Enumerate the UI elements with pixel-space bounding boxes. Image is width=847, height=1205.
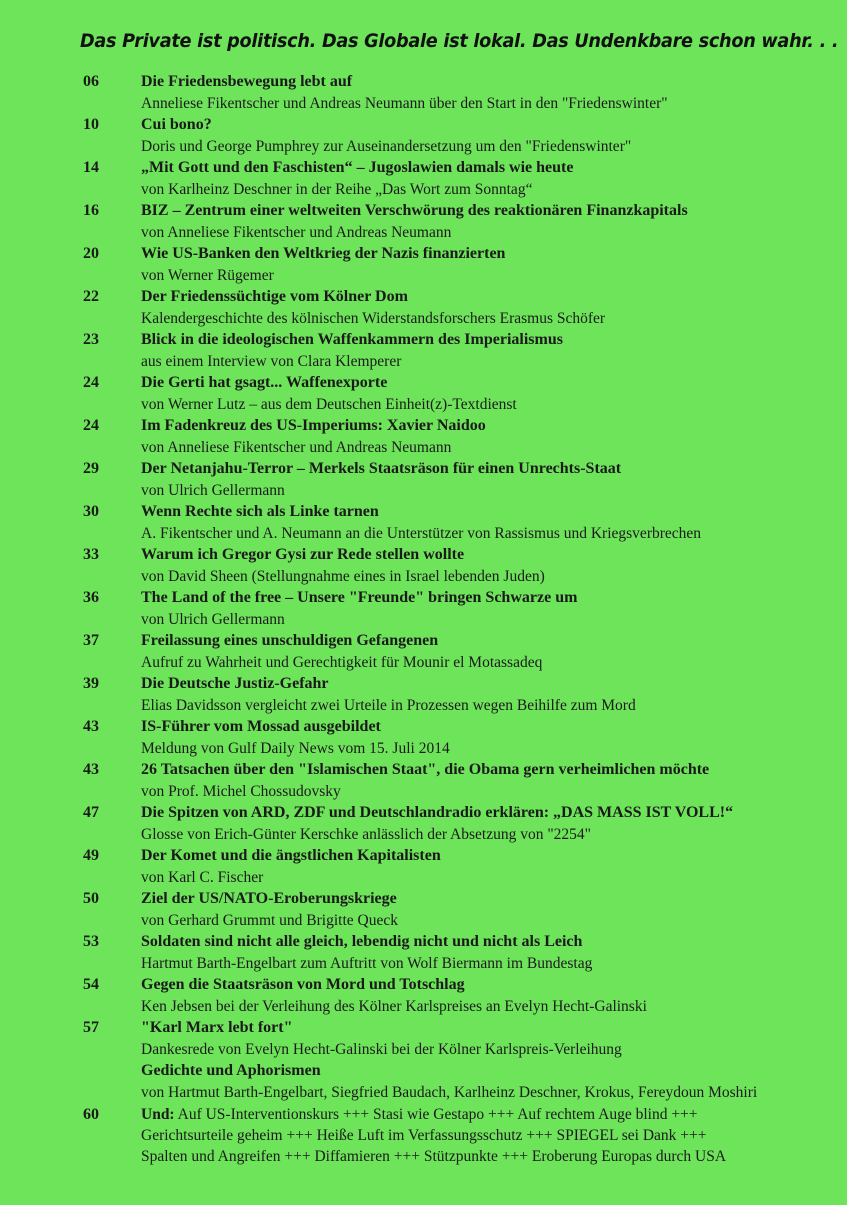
toc-article-title: Im Fadenkreuz des US-Imperiums: Xavier Naidoo (141, 417, 486, 434)
toc-article-subtitle: Anneliese Fikentscher und Andreas Neumann über den Start in den "Friedenswinter" (141, 95, 668, 112)
toc-article-title: Die Gerti hat gsagt... Waffenexporte (141, 374, 388, 391)
toc-entry (83, 931, 823, 974)
table-of-contents (83, 71, 823, 1167)
toc-entry (83, 630, 823, 673)
toc-article-subtitle: aus einem Interview von Clara Klemperer (141, 353, 402, 370)
toc-entry (83, 974, 823, 1017)
toc-article-subtitle: von Ulrich Gellermann (141, 611, 285, 628)
toc-article-title: Die Friedensbewegung lebt auf (141, 73, 353, 90)
toc-page-number: 16 (83, 202, 99, 219)
toc-page-number: 49 (83, 847, 99, 864)
toc-article-subtitle: Glosse von Erich-Günter Kerschke anlässlich der Absetzung von "2254" (141, 826, 591, 843)
toc-page-number: 29 (83, 460, 99, 477)
toc-article-title: Freilassung eines unschuldigen Gefangenen (141, 632, 439, 649)
toc-entry (83, 243, 823, 286)
toc-article-subtitle: von Karl C. Fischer (141, 869, 264, 886)
toc-article-title: Wie US-Banken den Weltkrieg der Nazis finanzierten (141, 245, 506, 262)
toc-article-subtitle: von Anneliese Fikentscher und Andreas Neumann (141, 439, 452, 456)
toc-article-subtitle: Doris und George Pumphrey zur Auseinandersetzung um den "Friedenswinter" (141, 138, 632, 155)
toc-entry (83, 329, 823, 372)
toc-entry (83, 458, 823, 501)
toc-entry (83, 888, 823, 931)
toc-page-number: 33 (83, 546, 99, 563)
toc-entry (83, 71, 823, 114)
toc-article-title: Der Komet und die ängstlichen Kapitalisten (141, 847, 441, 864)
toc-page-number: 24 (83, 374, 99, 391)
toc-article-title: "Karl Marx lebt fort" (141, 1019, 293, 1036)
toc-article-subtitle: von Werner Rügemer (141, 267, 274, 284)
page-headline: Das Private ist politisch. Das Globale ist lokal. Das Undenkbare schon wahr. . . (80, 30, 839, 52)
toc-page-number: 50 (83, 890, 99, 907)
toc-article-title: Gedichte und Aphorismen (141, 1062, 321, 1079)
toc-article-title: BIZ – Zentrum einer weltweiten Verschwörung des reaktionären Finanzkapitals (141, 202, 688, 219)
toc-entry (83, 372, 823, 415)
toc-page-number: 37 (83, 632, 99, 649)
toc-article-subtitle: von David Sheen (Stellungnahme eines in Israel lebenden Juden) (141, 568, 545, 585)
toc-entry (83, 845, 823, 888)
toc-entry (83, 501, 823, 544)
toc-entry-und (83, 1104, 823, 1167)
toc-page-number: 22 (83, 288, 99, 305)
toc-entry (83, 544, 823, 587)
toc-article-title: The Land of the free – Unsere "Freunde" bringen Schwarze um (141, 589, 578, 606)
toc-page-number: 53 (83, 933, 99, 950)
toc-article-subtitle: von Hartmut Barth-Engelbart, Siegfried Baudach, Karlheinz Deschner, Krokus, Fereydoun Moshiri (141, 1084, 758, 1101)
toc-article-subtitle: von Werner Lutz – aus dem Deutschen Einheit(z)-Textdienst (141, 396, 517, 413)
toc-entry (83, 286, 823, 329)
toc-article-subtitle: Meldung von Gulf Daily News vom 15. Juli 2014 (141, 740, 450, 757)
toc-page-number: 60 (83, 1106, 99, 1123)
toc-article-title: Die Spitzen von ARD, ZDF und Deutschlandradio erklären: „DAS MASS IST VOLL!“ (141, 804, 734, 821)
toc-page-number: 06 (83, 73, 99, 90)
toc-article-subtitle: Kalendergeschichte des kölnischen Widerstandsforschers Erasmus Schöfer (141, 310, 606, 327)
toc-article-subtitle: von Gerhard Grummt und Brigitte Queck (141, 912, 398, 929)
toc-entry (83, 415, 823, 458)
toc-article-title: Wenn Rechte sich als Linke tarnen (141, 503, 379, 520)
toc-page-number: 47 (83, 804, 99, 821)
toc-page-number: 39 (83, 675, 99, 692)
toc-page-number: 24 (83, 417, 99, 434)
toc-entry (83, 673, 823, 716)
toc-entry (83, 114, 823, 157)
toc-article-subtitle: Dankesrede von Evelyn Hecht-Galinski bei der Kölner Karlspreis-Verleihung (141, 1041, 622, 1058)
toc-article-title: Warum ich Gregor Gysi zur Rede stellen wollte (141, 546, 465, 563)
toc-page-number: 14 (83, 159, 99, 176)
toc-article-title: Ziel der US/NATO-Eroberungskriege (141, 890, 397, 907)
toc-article-title: Der Netanjahu-Terror – Merkels Staatsräson für einen Unrechts-Staat (141, 460, 622, 477)
toc-page-number: 43 (83, 761, 99, 778)
toc-article-subtitle: von Karlheinz Deschner in der Reihe „Das Wort zum Sonntag“ (141, 181, 533, 198)
und-label: Und: (141, 1106, 175, 1123)
toc-article-subtitle: von Ulrich Gellermann (141, 482, 285, 499)
toc-page-number: 57 (83, 1019, 99, 1036)
und-line-1-text: Auf US-Interventionskurs +++ Stasi wie Gestapo +++ Auf rechtem Auge blind +++ (174, 1106, 698, 1123)
toc-entry (83, 587, 823, 630)
toc-article-title: Blick in die ideologischen Waffenkammern des Imperialismus (141, 331, 563, 348)
toc-article-subtitle: Aufruf zu Wahrheit und Gerechtigkeit für Mounir el Motassadeq (141, 654, 543, 671)
toc-article-title: Die Deutsche Justiz-Gefahr (141, 675, 329, 692)
toc-entry (83, 759, 823, 802)
toc-page-number: 43 (83, 718, 99, 735)
und-line-3: Spalten und Angreifen +++ Diffamieren +++ Stützpunkte +++ Eroberung Europas durch USA (141, 1148, 727, 1165)
toc-page-number: 20 (83, 245, 99, 262)
toc-entry (83, 1017, 823, 1060)
und-line-2: Gerichtsurteile geheim +++ Heiße Luft im Verfassungsschutz +++ SPIEGEL sei Dank +++ (141, 1127, 707, 1144)
toc-article-subtitle: von Anneliese Fikentscher und Andreas Neumann (141, 224, 452, 241)
toc-entry (83, 157, 823, 200)
toc-page-number: 10 (83, 116, 99, 133)
toc-entry (83, 716, 823, 759)
toc-article-title: Gegen die Staatsräson von Mord und Totschlag (141, 976, 465, 993)
toc-entry (83, 802, 823, 845)
und-line-1 (141, 1104, 823, 1125)
toc-article-title: IS-Führer vom Mossad ausgebildet (141, 718, 381, 735)
toc-entry (83, 200, 823, 243)
toc-article-subtitle: Hartmut Barth-Engelbart zum Auftritt von Wolf Biermann im Bundestag (141, 955, 593, 972)
toc-article-title: Cui bono? (141, 116, 212, 133)
toc-page-number: 54 (83, 976, 99, 993)
toc-entry (83, 1060, 823, 1103)
toc-article-subtitle: Elias Davidsson vergleicht zwei Urteile in Prozessen wegen Beihilfe zum Mord (141, 697, 636, 714)
toc-article-subtitle: A. Fikentscher und A. Neumann an die Unterstützer von Rassismus und Kriegsverbrechen (141, 525, 702, 542)
toc-page-number: 23 (83, 331, 99, 348)
toc-article-title: Soldaten sind nicht alle gleich, lebendig nicht und nicht als Leich (141, 933, 583, 950)
toc-page-number: 36 (83, 589, 99, 606)
toc-article-title: Der Friedenssüchtige vom Kölner Dom (141, 288, 408, 305)
toc-page-number: 30 (83, 503, 99, 520)
toc-article-title: „Mit Gott und den Faschisten“ – Jugoslawien damals wie heute (141, 159, 574, 176)
toc-article-subtitle: Ken Jebsen bei der Verleihung des Kölner Karlspreises an Evelyn Hecht-Galinski (141, 998, 647, 1015)
toc-article-subtitle: von Prof. Michel Chossudovsky (141, 783, 341, 800)
toc-article-title: 26 Tatsachen über den "Islamischen Staat", die Obama gern verheimlichen möchte (141, 761, 710, 778)
